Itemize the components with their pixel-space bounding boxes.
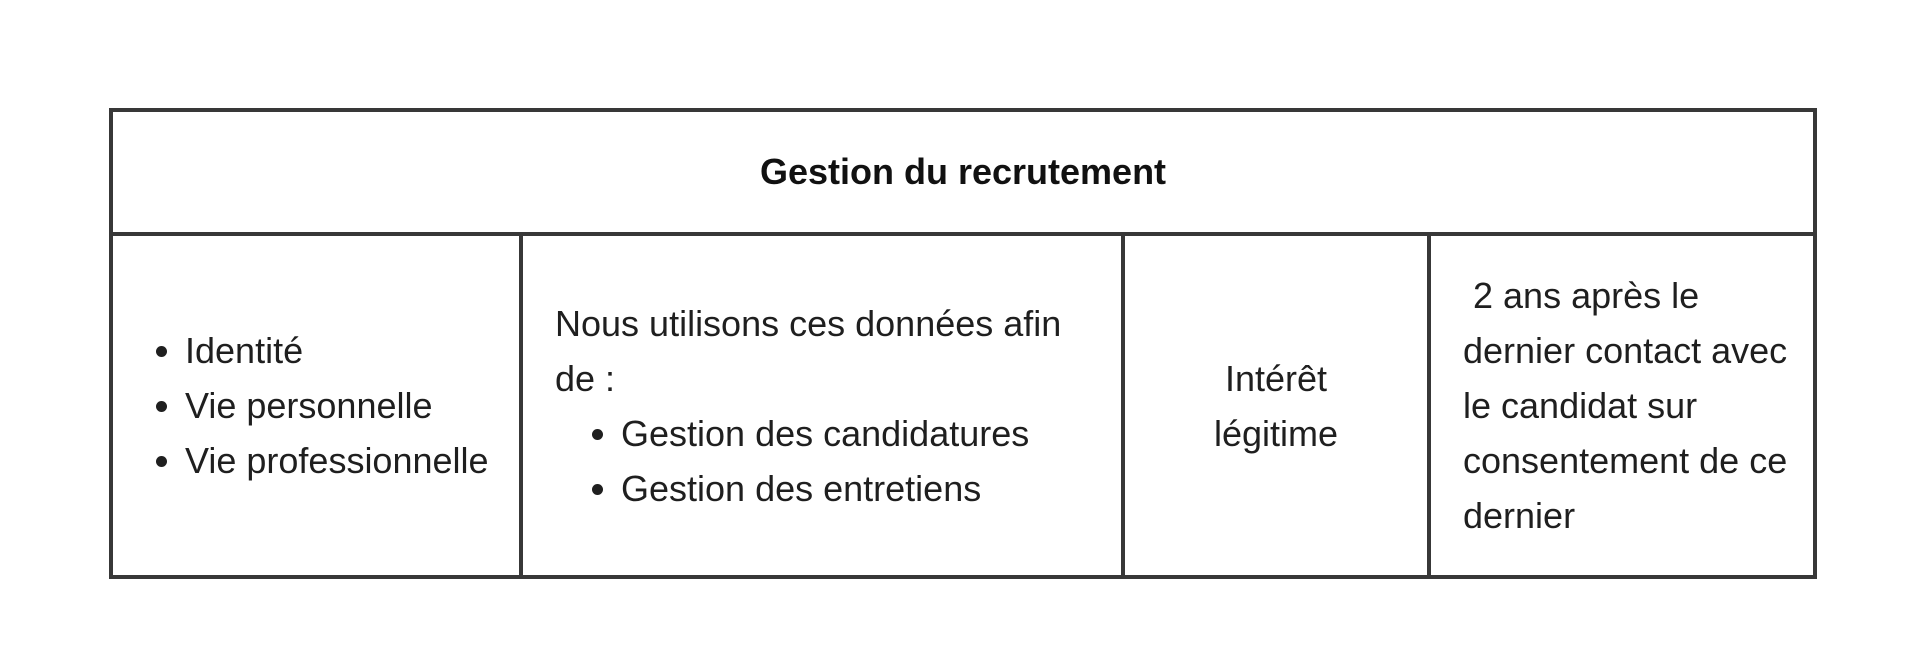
purpose-list	[555, 406, 1111, 516]
table-header-row	[111, 110, 1815, 234]
table-row	[111, 234, 1815, 577]
legal-basis-cell	[1123, 234, 1429, 577]
legal-basis-text: Intérêt légitime	[1213, 357, 1339, 454]
retention-cell	[1429, 234, 1815, 577]
list-item: • Vie professionnelle	[185, 433, 509, 488]
purpose-intro: Nous utilisons ces données afin de :	[555, 302, 1062, 399]
data-categories-list	[141, 323, 509, 488]
data-categories-cell	[111, 234, 521, 577]
list-item: • Vie personnelle	[185, 378, 509, 433]
recruitment-table	[109, 108, 1817, 579]
list-item: • Gestion des entretiens	[621, 461, 1111, 516]
list-item: • Identité	[185, 323, 509, 378]
purpose-cell	[521, 234, 1123, 577]
retention-text: 2 ans après le dernier contact avec le candidat sur consentement de ce dernier	[1463, 275, 1798, 536]
list-item: • Gestion des candidatures	[621, 406, 1111, 461]
table-title: Gestion du recrutement	[111, 110, 1815, 234]
